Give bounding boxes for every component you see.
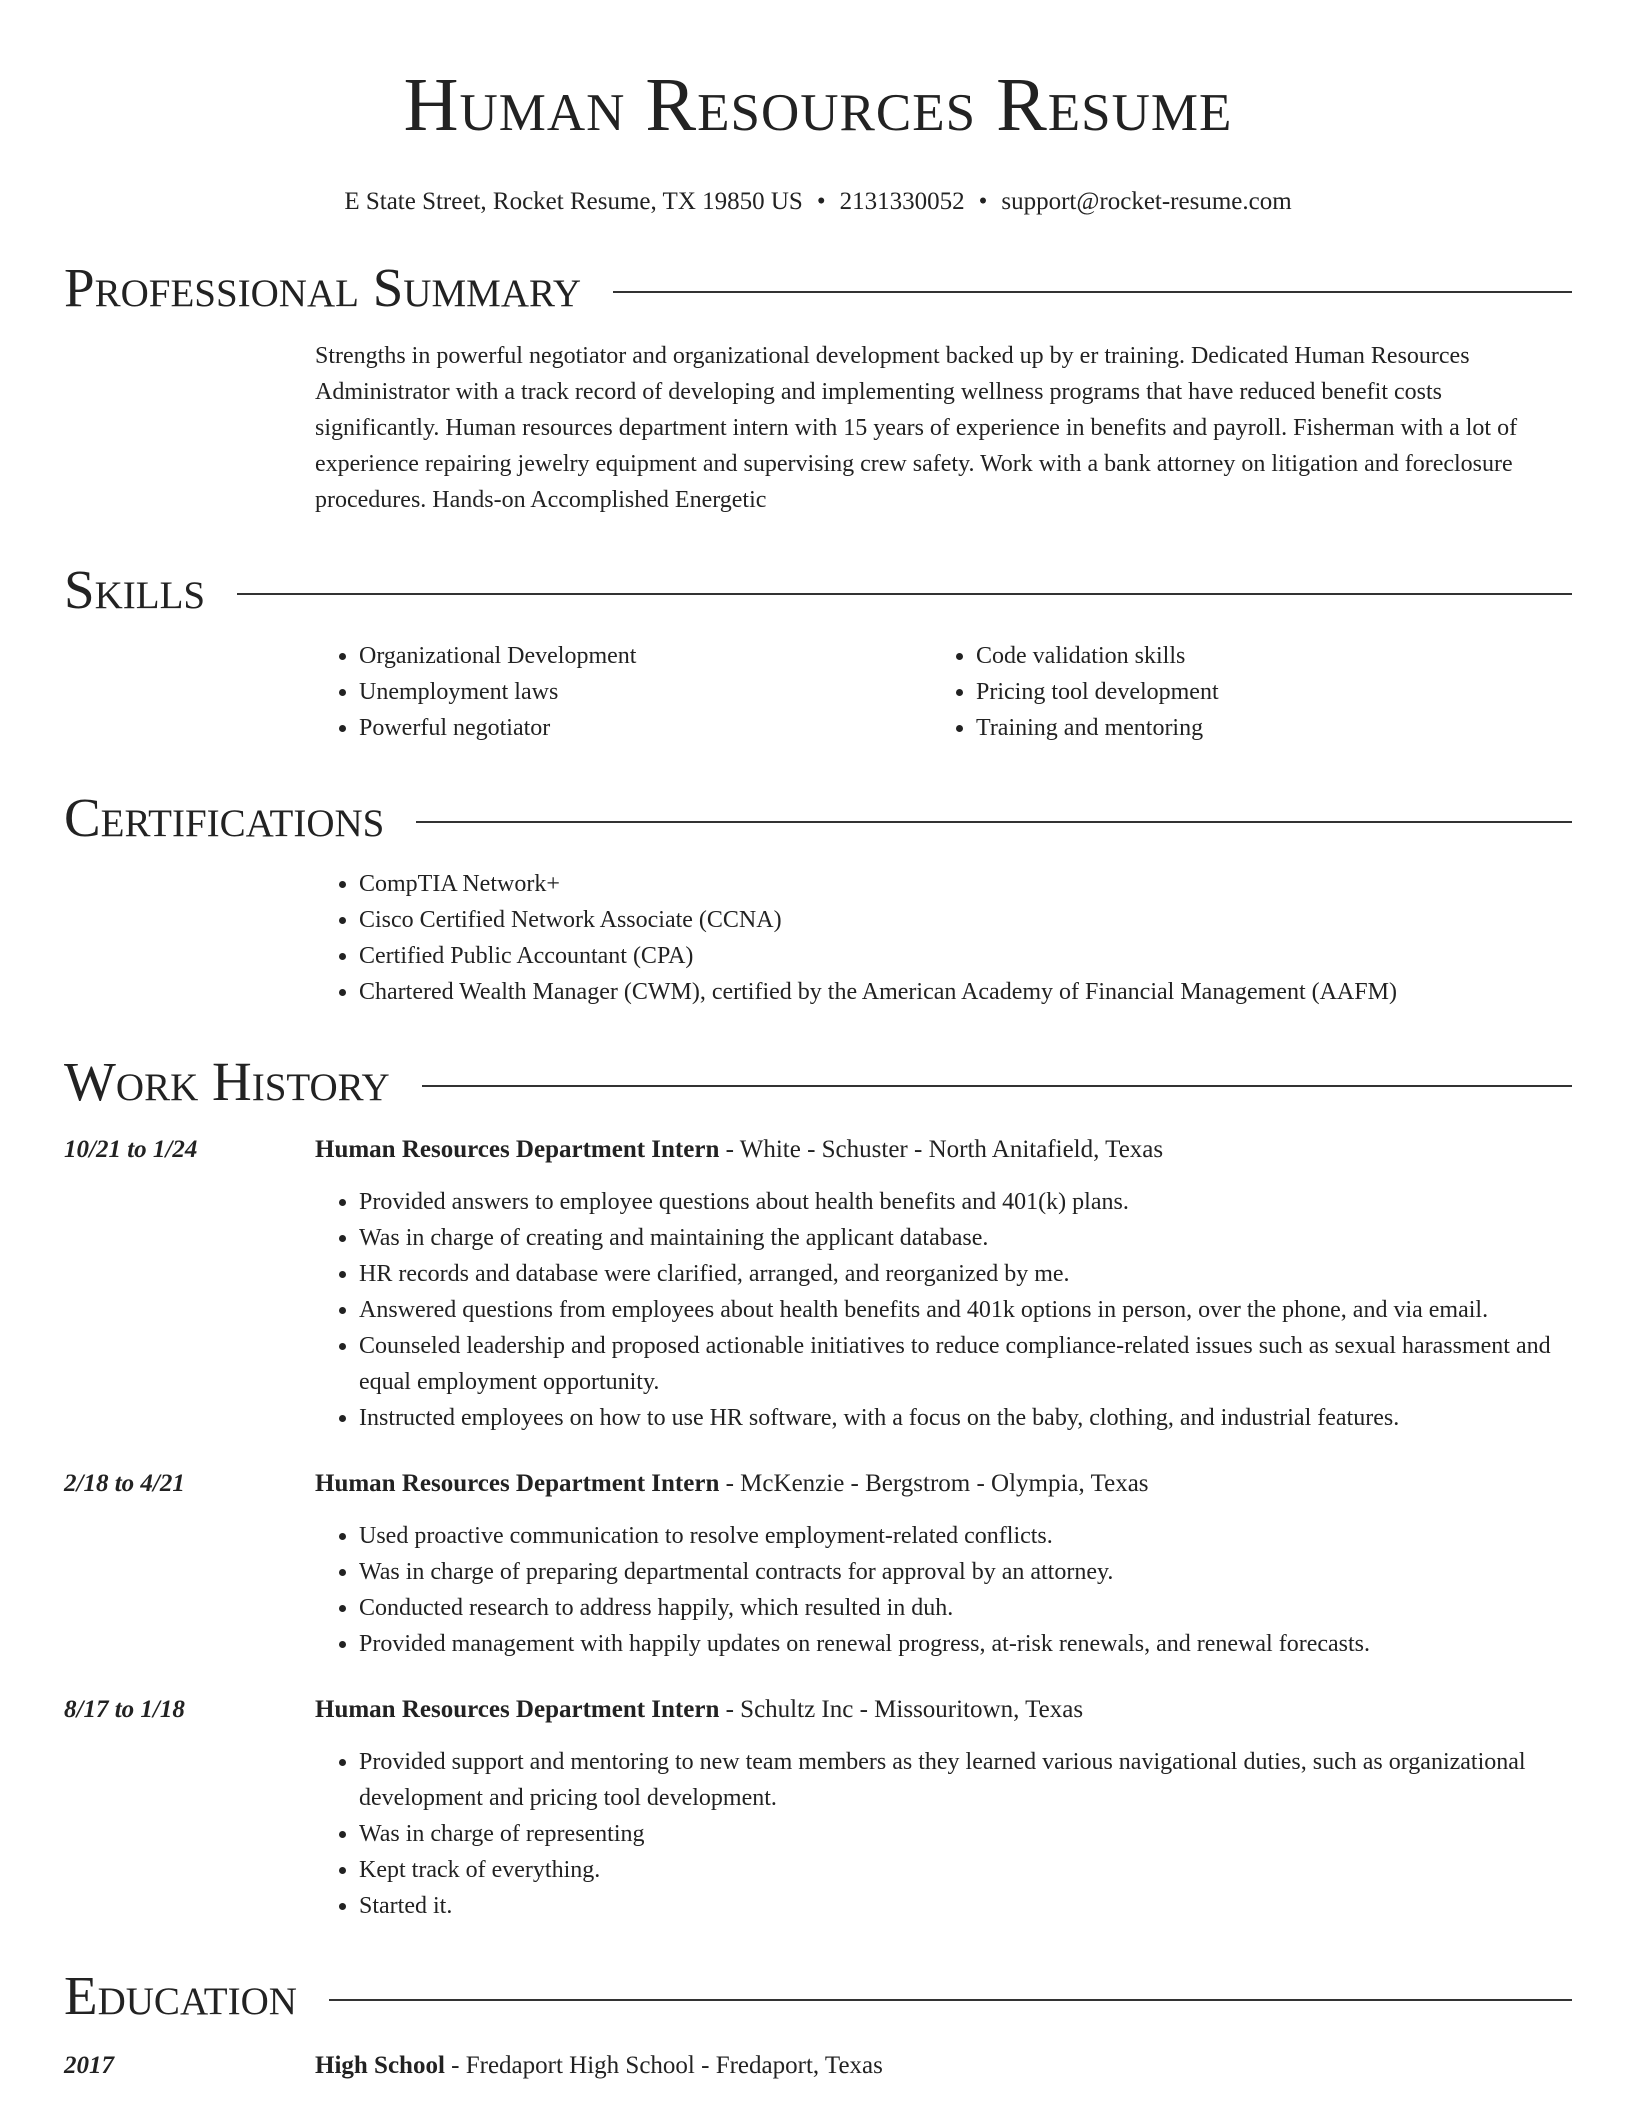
section-title-certifications: Certifications bbox=[64, 787, 385, 848]
job-dates: 8/17 to 1/18 bbox=[64, 1696, 185, 1723]
job-heading bbox=[315, 1466, 1572, 1502]
section-divider bbox=[613, 291, 1572, 293]
job-bullet: • Provided answers to employee questions about health benefits and 401(k) plans. bbox=[359, 1184, 1572, 1220]
section-title-work: Work History bbox=[64, 1051, 390, 1112]
job-bullet: • Provided support and mentoring to new team members as they learned various navigational duties, such as organizational development and pricing tool development. bbox=[359, 1744, 1572, 1816]
contact-separator: • bbox=[816, 188, 826, 215]
job-bullet: • Was in charge of preparing departmental contracts for approval by an attorney. bbox=[359, 1554, 1572, 1590]
job-bullets bbox=[315, 1744, 1572, 1924]
skill-item: • Training and mentoring bbox=[976, 710, 1572, 746]
job-bullet: • Was in charge of representing bbox=[359, 1816, 1572, 1852]
job-bullet: • Counseled leadership and proposed actionable initiatives to reduce compliance-related issues such as sexual harassment and equal employment opportunity. bbox=[359, 1328, 1572, 1400]
section-divider bbox=[416, 821, 1572, 823]
job-bullet: • Started it. bbox=[359, 1888, 1572, 1924]
job-bullet: • Kept track of everything. bbox=[359, 1852, 1572, 1888]
contact-separator: • bbox=[978, 188, 988, 215]
certifications-list bbox=[315, 866, 1572, 1010]
section-divider bbox=[237, 593, 1572, 595]
job-entry bbox=[64, 1466, 1572, 1662]
job-title: Human Resources Department Intern bbox=[315, 1136, 720, 1163]
section-divider bbox=[329, 1999, 1572, 2001]
section-title-skills: Skills bbox=[64, 559, 206, 620]
education-school: - Fredaport High School - Fredaport, Texas bbox=[444, 2052, 883, 2079]
job-bullet: • Used proactive communication to resolve employment-related conflicts. bbox=[359, 1518, 1572, 1554]
job-employer: - White - Schuster - North Anitafield, Texas bbox=[719, 1136, 1164, 1163]
certification-item: • Chartered Wealth Manager (CWM), certified by the American Academy of Financial Management (AAFM) bbox=[359, 974, 1572, 1010]
job-dates: 2/18 to 4/21 bbox=[64, 1470, 185, 1497]
job-bullets bbox=[315, 1184, 1572, 1436]
section-title-education: Education bbox=[64, 1965, 297, 2026]
section-title-summary: Professional Summary bbox=[64, 257, 582, 318]
job-heading bbox=[315, 1132, 1572, 1168]
job-title: Human Resources Department Intern bbox=[315, 1696, 720, 1723]
section-header-skills bbox=[64, 558, 1572, 622]
skill-item: • Powerful negotiator bbox=[359, 710, 976, 746]
job-dates: 10/21 to 1/24 bbox=[64, 1136, 198, 1163]
job-employer: - McKenzie - Bergstrom - Olympia, Texas bbox=[719, 1470, 1149, 1497]
certification-item: • Certified Public Accountant (CPA) bbox=[359, 938, 1572, 974]
job-entry bbox=[64, 1692, 1572, 1924]
job-title: Human Resources Department Intern bbox=[315, 1470, 720, 1497]
skill-item: • Unemployment laws bbox=[359, 674, 976, 710]
spacer bbox=[64, 338, 315, 518]
job-bullet: • Instructed employees on how to use HR software, with a focus on the baby, clothing, and industrial features. bbox=[359, 1400, 1572, 1436]
section-divider bbox=[422, 1085, 1572, 1087]
summary-row bbox=[64, 338, 1572, 518]
education-year: 2017 bbox=[64, 2052, 114, 2079]
job-entry bbox=[64, 1132, 1572, 1436]
spacer bbox=[64, 850, 315, 1010]
certification-item: • CompTIA Network+ bbox=[359, 866, 1572, 902]
job-bullet: • HR records and database were clarified, arranged, and reorganized by me. bbox=[359, 1256, 1572, 1292]
certification-item: • Cisco Certified Network Associate (CCNA) bbox=[359, 902, 1572, 938]
job-bullet: • Conducted research to address happily, which resulted in duh. bbox=[359, 1590, 1572, 1626]
contact-address: E State Street, Rocket Resume, TX 19850 US bbox=[344, 188, 803, 215]
section-header-work bbox=[64, 1050, 1572, 1114]
education-heading bbox=[315, 2048, 1572, 2084]
skills-row bbox=[64, 622, 1572, 746]
summary-text: Strengths in powerful negotiator and organizational development backed up by er training. Dedicated Human Resources Administrator with a track record of developing and implementing wellness programs that have reduced benefit costs significantly. Human resources department intern with 15 years of experience in benefits and payroll. Fisherman with a lot of experience repairing jewelry equipment and supervising crew safety. Work with a bank attorney on litigation and foreclosure procedures. Hands-on Accomplished Energetic bbox=[315, 343, 1518, 513]
skill-item: • Pricing tool development bbox=[976, 674, 1572, 710]
education-degree: High School bbox=[315, 2052, 445, 2079]
job-bullet: • Provided management with happily updates on renewal progress, at-risk renewals, and renewal forecasts. bbox=[359, 1626, 1572, 1662]
contact-email: support@rocket-resume.com bbox=[1001, 188, 1292, 215]
skill-item: • Organizational Development bbox=[359, 638, 976, 674]
job-bullets bbox=[315, 1518, 1572, 1662]
section-header-education bbox=[64, 1964, 1572, 2028]
contact-line bbox=[64, 188, 1572, 216]
skill-item: • Code validation skills bbox=[976, 638, 1572, 674]
job-employer: - Schultz Inc - Missouritown, Texas bbox=[719, 1696, 1084, 1723]
section-header-certifications bbox=[64, 786, 1572, 850]
skills-list bbox=[315, 638, 1572, 746]
resume-title: Human Resources Resume bbox=[403, 63, 1233, 147]
job-heading bbox=[315, 1692, 1572, 1728]
education-entry bbox=[64, 2048, 1572, 2084]
section-header-summary bbox=[64, 256, 1572, 320]
contact-phone: 2131330052 bbox=[839, 188, 965, 215]
spacer bbox=[64, 622, 315, 746]
certifications-row bbox=[64, 850, 1572, 1010]
job-bullet: • Answered questions from employees about health benefits and 401k options in person, over the phone, and via email. bbox=[359, 1292, 1572, 1328]
job-bullet: • Was in charge of creating and maintaining the applicant database. bbox=[359, 1220, 1572, 1256]
